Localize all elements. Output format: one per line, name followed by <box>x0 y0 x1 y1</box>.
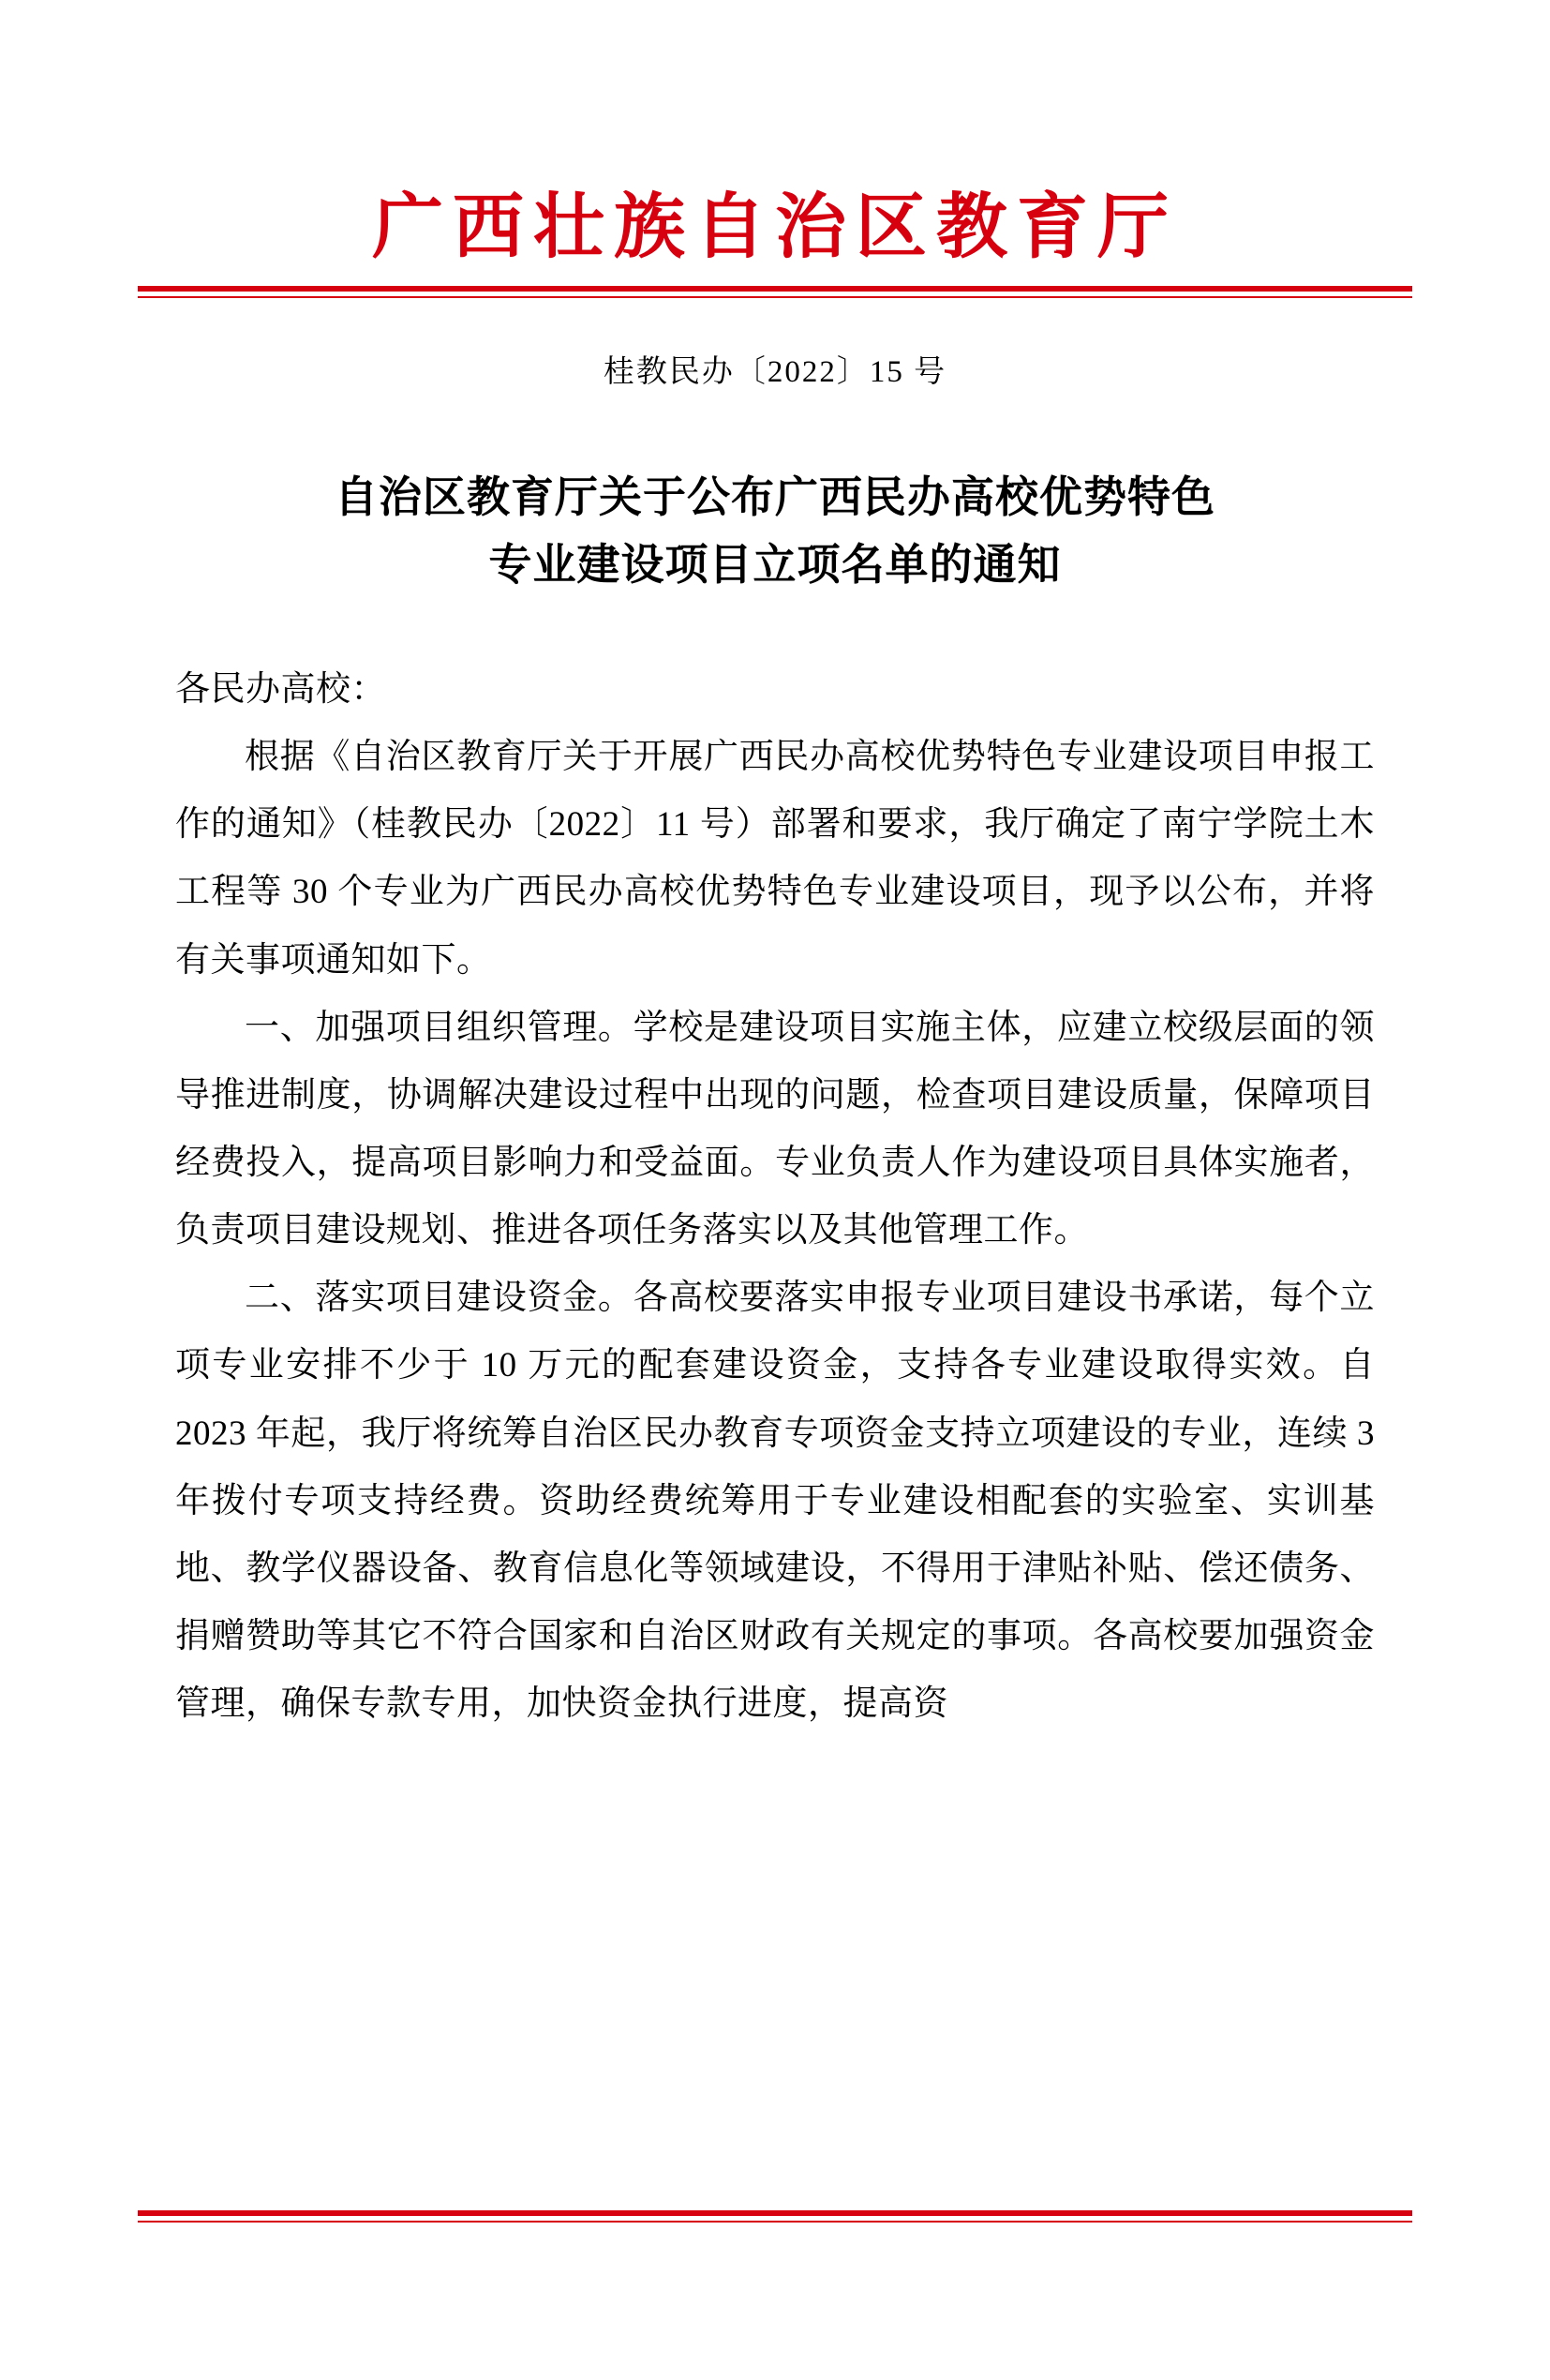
footer-rule-thin <box>138 2221 1412 2223</box>
document-header <box>0 187 1550 298</box>
page-title-line-2: 专业建设项目立项名单的通知 <box>488 540 1062 589</box>
body-paragraph-1: 根据《自治区教育厅关于开展广西民办高校优势特色专业建设项目申报工作的通知》（桂教民办〔2022〕11 号）部署和要求，我厅确定了南宁学院土木工程等 30 个专业为广西民办高校优势特色专业建设项目，现予以公布，并将有关事项通知如下。 <box>175 738 1375 980</box>
body-paragraph-2: 一、加强项目组织管理。学校是建设项目实施主体，应建立校级层面的领导推进制度，协调解决建设过程中出现的问题，检查项目建设质量，保障项目经费投入，提高项目影响力和受益面。专业负责人作为建设项目具体实施者，负责项目建设规划、推进各项任务落实以及其他管理工作。 <box>175 1008 1375 1250</box>
header-rule-thin <box>138 296 1412 298</box>
document-number: 桂教民办〔2022〕15 号 <box>603 355 947 390</box>
issuing-organization-title: 广西壮族自治区教育厅 <box>372 188 1178 267</box>
page-title-line-1: 自治区教育厅关于公布广西民办高校优势特色 <box>335 473 1215 522</box>
body-paragraph-3: 二、落实项目建设资金。各高校要落实申报专业项目建设书承诺，每个立项专业安排不少于 10 万元的配套建设资金，支持各专业建设取得实效。自 2023 年起，我厅将统筹自治区民办教育专项资金支持立项建设的专业，连续 3 年拨付专项支持经费。资助经费统筹用于专业建设相配套的实验室、实训基地、教学仪器设备、教育信息化等领域建设，不得用于津贴补贴、偿还债务、捐赠赞助等其它不符合国家和自治区财政有关规定的事项。各高校要加强资金管理，确保专款专用，加快资金执行进度，提高资 <box>175 1279 1375 1724</box>
header-rule-thick <box>138 286 1412 292</box>
document-body <box>175 656 1375 1738</box>
salutation: 各民办高校： <box>175 669 386 709</box>
header-divider <box>138 286 1412 298</box>
document-page <box>0 187 1550 2380</box>
footer-divider <box>138 2210 1412 2223</box>
footer-rule-thick <box>138 2210 1412 2216</box>
page-title <box>175 464 1375 598</box>
